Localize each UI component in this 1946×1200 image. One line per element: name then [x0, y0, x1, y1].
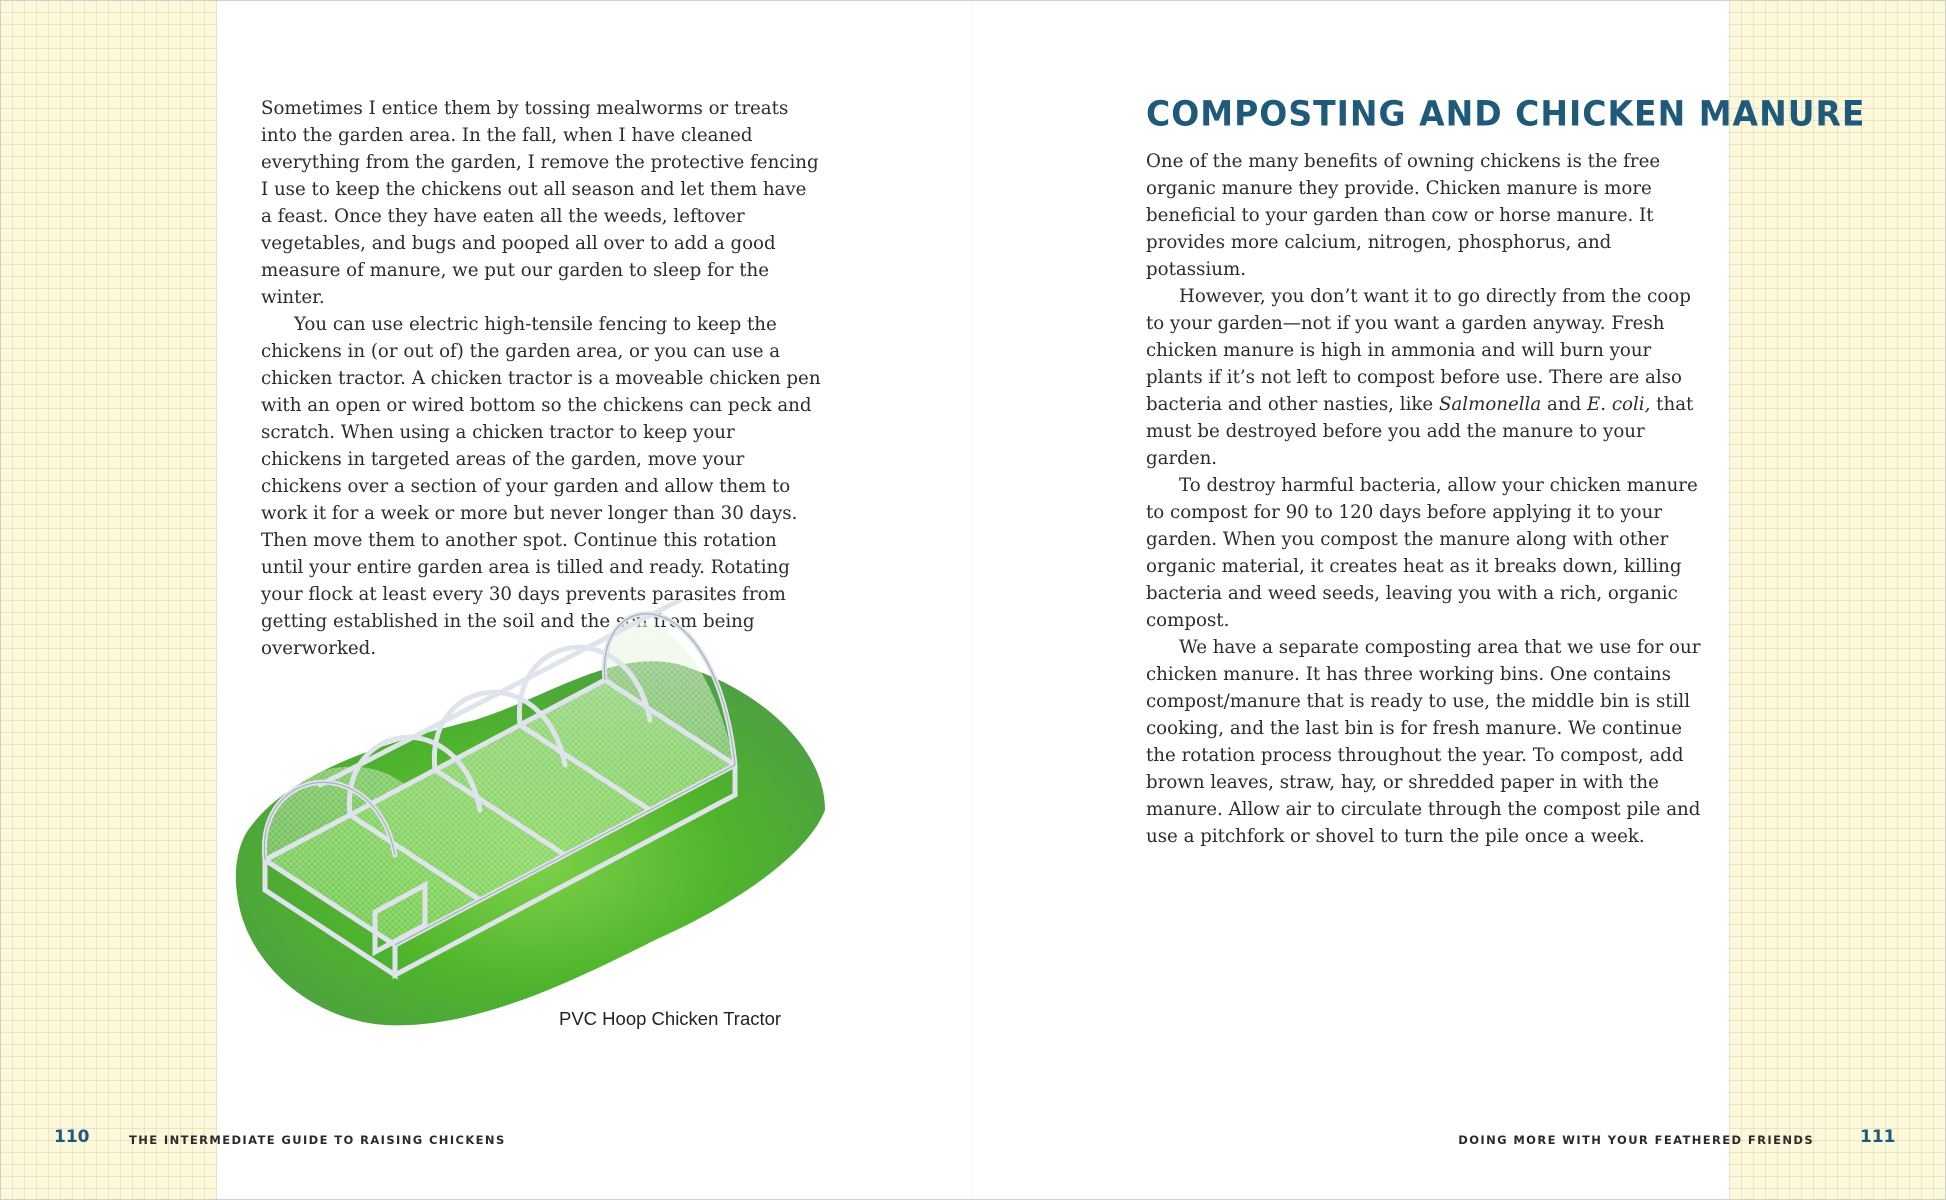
running-head-right: DOING MORE WITH YOUR FEATHERED FRIENDS	[1458, 1133, 1814, 1147]
figure-caption: PVC Hoop Chicken Tractor	[559, 1008, 782, 1029]
right-paragraph-4: We have a separate composting area that we use for our chicken manure. It has three working bins. One contains compost/manure that is ready to use, the middle bin is still cooking, and the last bin is for fresh manure. We continue the rotation process throughout the year. To compost, add brown leaves, straw, hay, or shredded paper in with the manure. Allow air to circulate through the compost pile and use a pitchfork or shovel to turn the pile once a week.	[1146, 637, 1701, 847]
left-page-body	[261, 95, 821, 662]
chicken-tractor-figure	[225, 600, 845, 1040]
left-margin-strip	[0, 0, 217, 1200]
right-paragraph-2	[1146, 283, 1706, 472]
right-page-body	[1146, 148, 1706, 850]
book-gutter	[972, 0, 974, 1200]
page-number-left: 110	[54, 1127, 90, 1147]
section-heading: COMPOSTING AND CHICKEN MANURE	[1146, 93, 1866, 134]
page-number-right: 111	[1860, 1127, 1896, 1147]
running-head-left: THE INTERMEDIATE GUIDE TO RAISING CHICKENS	[129, 1133, 506, 1147]
paragraph-2-text-middle: and	[1541, 394, 1587, 415]
right-paragraph-1: One of the many benefits of owning chickens is the free organic manure they provide. Chicken manure is more beneficial to your garden than cow or horse manure. It provides more calcium, nitrogen, phosphorus, and potassium.	[1146, 151, 1661, 280]
salmonella-italic: Salmonella	[1438, 394, 1542, 415]
right-paragraph-3: To destroy harmful bacteria, allow your chicken manure to compost for 90 to 120 days before applying it to your garden. When you compost the manure along with other organic material, it creates heat as it breaks down, killing bacteria and weed seeds, leaving you with a rich, organic compost.	[1146, 475, 1698, 631]
right-margin-strip	[1729, 0, 1946, 1200]
pvc-hoop-chicken-tractor-illustration	[225, 600, 845, 1040]
paragraph-2-text-before: However, you don’t want it to go directly from the coop to your garden—not if you want a garden anyway. Fresh chicken manure is high in ammonia and will burn your plants if it’s not left to compost before use. There are also bacteria and other nasties, like	[1146, 286, 1691, 415]
paragraph-2-text-after: that must be destroyed before you add the manure to your garden.	[1146, 394, 1694, 469]
left-paragraph-2: You can use electric high-tensile fencing to keep the chickens in (or out of) the garden area, or you can use a chicken tractor. A chicken tractor is a moveable chicken pen with an open or wired bottom so the chickens can peck and scratch. When using a chicken tractor to keep your chickens in targeted areas of the garden, move your chickens over a section of your garden and allow them to work it for a week or more but never longer than 30 days. Then move them to another spot. Continue this rotation until your entire garden area is tilled and ready. Rotating your flock at least every 30 days prevents parasites from getting established in the soil and the soil from being overworked.	[261, 314, 821, 659]
ecoli-italic: E. coli,	[1587, 394, 1651, 415]
left-paragraph-1: Sometimes I entice them by tossing mealworms or treats into the garden area. In the fall, when I have cleaned everything from the garden, I remove the protective fencing I use to keep the chickens out all season and let them have a feast. Once they have eaten all the weeds, leftover vegetables, and bugs and pooped all over to add a good measure of manure, we put our garden to sleep for the winter.	[261, 98, 819, 308]
